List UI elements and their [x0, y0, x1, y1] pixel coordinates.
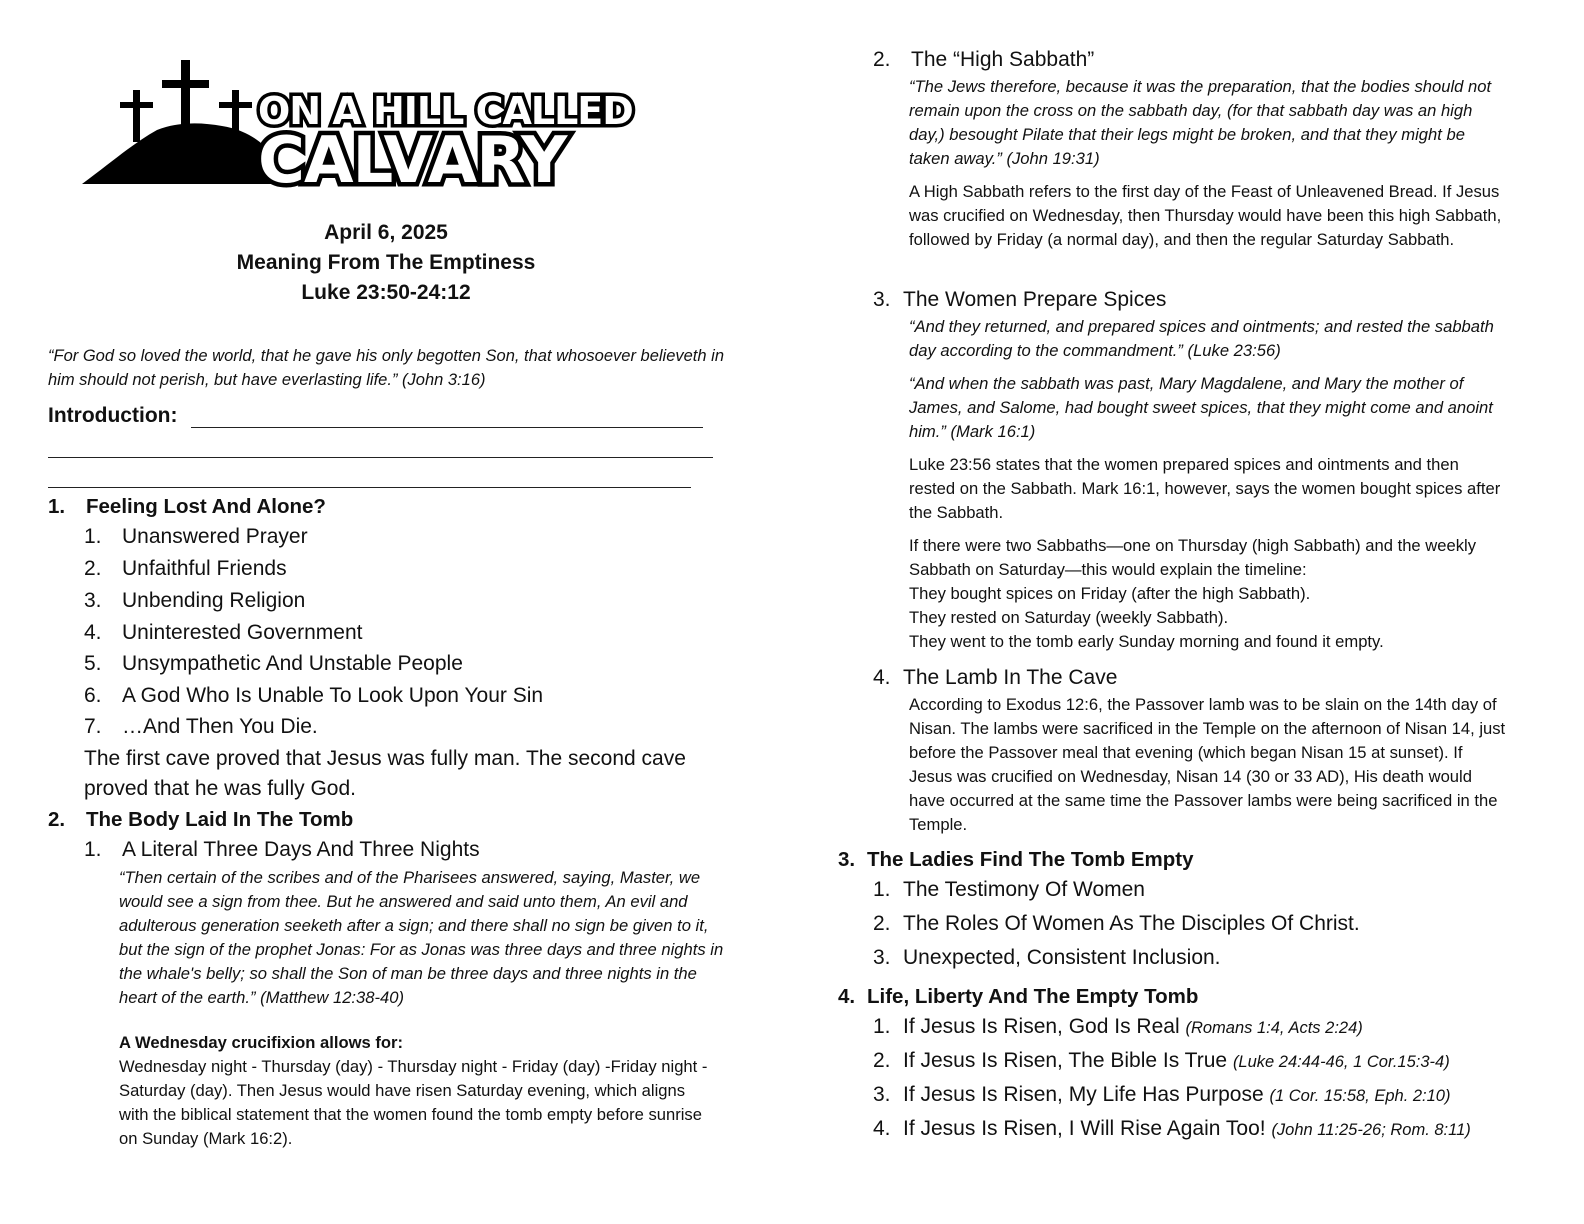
scripture-reference: (1 Cor. 15:58, Eph. 2:10): [1269, 1087, 1451, 1105]
logo-line1: ON A HILL CALLED: [258, 89, 633, 133]
john-quote: “The Jews therefore, because it was the preparation, that the bodies should not remain upon the cross on the sabbath day, (for that sabbath day was an high day,) besought Pilate that their legs might be broken, and that they might be taken away.” (John 19:31): [909, 77, 1492, 168]
list-item: 4. Uninterested Government: [84, 621, 363, 644]
logo-line2: CALVARY: [258, 124, 567, 190]
sermon-passage: Luke 23:50-24:12: [301, 281, 471, 304]
list-item: 1. If Jesus Is Risen, God Is Real (Romans 1:4, Acts 2:24): [873, 1015, 1363, 1038]
list-item: 3. Unbending Religion: [84, 589, 306, 612]
luke-quote: “And they returned, and prepared spices and ointments; and rested the sabbath day according to the commandment.” (Luke 23:56): [909, 317, 1494, 360]
list-item: 4. If Jesus Is Risen, I Will Rise Again Too! (John 11:25-26; Rom. 8:11): [873, 1117, 1471, 1140]
spices-body-2: If there were two Sabbaths—one on Thursday (high Sabbath) and the weekly Sabbath on Saturday—this would explain the timeline:: [909, 536, 1476, 579]
intro-blank-line: [191, 427, 703, 428]
key-verse: “For God so loved the world, that he gave his only begotten Son, that whosoever believeth in him should not perish, but have everlasting life.” (John 3:16): [48, 347, 724, 389]
sermon-header: [48, 218, 724, 308]
list-item: 2. If Jesus Is Risen, The Bible Is True (Luke 24:44-46, 1 Cor.15:3-4): [873, 1049, 1450, 1072]
intro-label: Introduction:: [48, 404, 178, 427]
list-item: 3. Unexpected, Consistent Inclusion.: [873, 946, 1221, 969]
section-1-note: The first cave proved that Jesus was fully man. The second cave proved that he was fully God.: [84, 747, 686, 800]
timeline-line: They rested on Saturday (weekly Sabbath).: [909, 608, 1229, 627]
subsection-4-heading: 4. The Lamb In The Cave: [873, 666, 1118, 689]
intro-blank-line: [48, 457, 713, 458]
section-number: 1.: [48, 495, 66, 518]
subsection-2-heading: 2. The “High Sabbath”: [873, 48, 1095, 71]
list-item: 7. …And Then You Die.: [84, 715, 318, 738]
list-item: 2. Unfaithful Friends: [84, 557, 287, 580]
three-crosses-hill-icon: [82, 58, 692, 190]
mark-quote: “And when the sabbath was past, Mary Magdalene, and Mary the mother of James, and Salome, had bought sweet spices, that they might come and anoint him.” (Mark 16:1): [909, 374, 1493, 441]
list-item: 2. The Roles Of Women As The Disciples Of Christ.: [873, 912, 1360, 935]
list-item: 5. Unsympathetic And Unstable People: [84, 652, 463, 675]
calvary-logo: [82, 58, 692, 190]
scripture-reference: (Romans 1:4, Acts 2:24): [1185, 1019, 1363, 1037]
section-3-heading: 3. The Ladies Find The Tomb Empty: [838, 848, 1194, 871]
subsection-1-heading: 1. A Literal Three Days And Three Nights: [84, 838, 480, 861]
timeline-line: They bought spices on Friday (after the high Sabbath).: [909, 584, 1311, 603]
spices-body-1: Luke 23:56 states that the women prepared spices and ointments and then rested on the Sabbath. Mark 16:1, however, says the women bought spices after the Sabbath.: [909, 455, 1501, 522]
sermon-date: April 6, 2025: [324, 221, 448, 244]
wednesday-label: A Wednesday crucifixion allows for:: [119, 1033, 403, 1052]
list-item: 1. The Testimony Of Women: [873, 878, 1145, 901]
timeline-line: They went to the tomb early Sunday morning and found it empty.: [909, 632, 1384, 651]
section-4-heading: 4. Life, Liberty And The Empty Tomb: [838, 985, 1199, 1008]
list-item: 3. If Jesus Is Risen, My Life Has Purpose (1 Cor. 15:58, Eph. 2:10): [873, 1083, 1451, 1106]
section-1-heading: [48, 495, 326, 519]
subsection-3-heading: 3. The Women Prepare Spices: [873, 288, 1167, 311]
list-item: 1. Unanswered Prayer: [84, 525, 308, 548]
section-2-heading: 2. The Body Laid In The Tomb: [48, 808, 354, 831]
scripture-reference: (John 11:25-26; Rom. 8:11): [1271, 1121, 1471, 1139]
lamb-body: According to Exodus 12:6, the Passover lamb was to be slain on the 14th day of Nisan. The lambs were sacrificed in the Temple on the afternoon of Nisan 14, just before the Passover meal that evening (which began Nisan 15 at sunset). If Jesus was crucified on Wednesday, Nisan 14 (30 or 33 AD), His death would have occurred at the same time the Passover lambs were being sacrificed in the Temple.: [909, 695, 1506, 834]
section-title: Feeling Lost And Alone?: [86, 495, 326, 518]
sermon-title: Meaning From The Emptiness: [236, 251, 536, 274]
high-sabbath-body: A High Sabbath refers to the first day of the Feast of Unleavened Bread. If Jesus was crucified on Wednesday, then Thursday would have been this high Sabbath, followed by Friday (a normal day), and then the regular Saturday Sabbath.: [909, 182, 1502, 249]
intro-blank-line: [48, 487, 691, 488]
scripture-reference: (Luke 24:44-46, 1 Cor.15:3-4): [1232, 1053, 1450, 1071]
list-item: 6. A God Who Is Unable To Look Upon Your Sin: [84, 684, 544, 707]
wednesday-body: Wednesday night - Thursday (day) - Thursday night - Friday (day) -Friday night - Saturday (day). Then Jesus would have risen Saturday evening, which aligns with the biblical statement that the women found the tomb empty before sunrise on Sunday (Mark 16:2).: [119, 1057, 708, 1148]
matthew-quote: “Then certain of the scribes and of the Pharisees answered, saying, Master, we would see a sign from thee. But he answered and said unto them, An evil and adulterous generation seeketh after a sign; and there shall no sign be given to it, but the sign of the prophet Jonas: For as Jonas was three days and three nights in the whale's belly; so shall the Son of man be three days and three nights in the heart of the earth.” (Matthew 12:38-40): [119, 868, 724, 1007]
